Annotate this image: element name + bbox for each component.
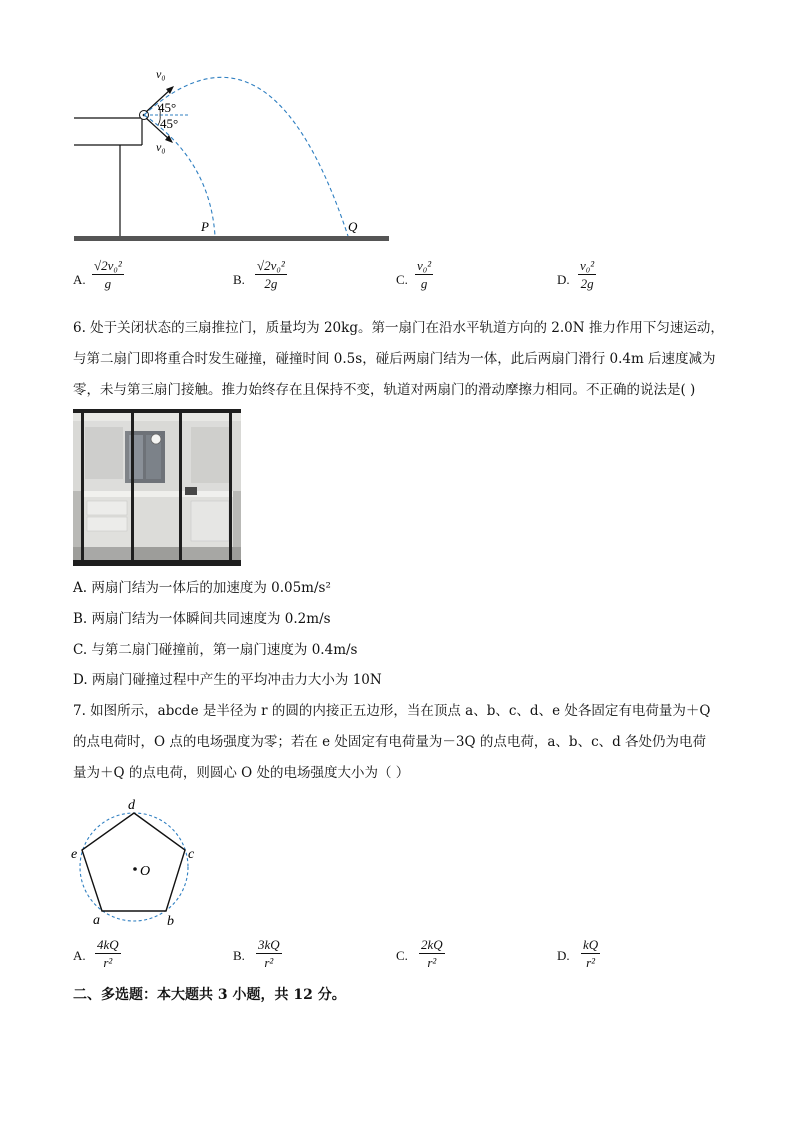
q5-option-b-formula <box>255 258 287 291</box>
point-q-label: Q <box>348 219 358 234</box>
sliding-door-photo <box>73 409 241 566</box>
v0-top-label: v₀ <box>156 67 166 81</box>
q5-option-d-label: D. <box>557 272 570 287</box>
q7-option-b-label: B. <box>233 948 245 963</box>
fraction-denominator: r² <box>264 955 274 970</box>
q7-option-c-label: C. <box>396 948 408 963</box>
q7-stem-line-3: 量为＋Q 的点电荷，则圆心 O 处的电场强度大小为（ ） <box>73 765 410 781</box>
q7-option-d-formula <box>581 937 600 970</box>
fraction-denominator: g <box>104 276 112 291</box>
fraction-denominator: r² <box>427 955 437 970</box>
q5-option-b-label: B. <box>233 272 245 287</box>
q5-option-c-label: C. <box>396 272 408 287</box>
vertex-c-label: c <box>188 847 195 862</box>
fraction-denominator: r² <box>586 955 596 970</box>
center-o-label: O <box>140 864 151 879</box>
q6-stem-line-3: 零，未与第三扇门接触。推力始终存在且保持不变，轨道对两扇门的滑动摩擦力相同。不正确的说法是( ) <box>73 382 696 398</box>
q5-option-d-formula <box>578 258 596 291</box>
q6-option-b: B. 两扇门结为一体瞬间共同速度为 0.2m/s <box>73 611 331 627</box>
q6-option-d: D. 两扇门碰撞过程中产生的平均冲击力大小为 10N <box>73 672 382 688</box>
q7-option-d-label: D. <box>557 948 570 963</box>
vertex-b-label: b <box>167 914 174 928</box>
fraction-numerator: √2v₀² <box>94 258 122 273</box>
q6-option-c: C. 与第二扇门碰撞前，第一扇门速度为 0.4m/s <box>73 642 358 658</box>
fraction-numerator: kQ <box>583 937 599 952</box>
q5-option-c-formula <box>415 258 433 291</box>
section-heading-multiple-choice: 二、多选题：本大题共 3 小题，共 12 分。 <box>73 987 346 1003</box>
fraction-denominator: 2g <box>580 276 594 291</box>
q7-option-c-formula <box>419 937 445 970</box>
q5-option-a-label: A. <box>73 272 86 287</box>
fraction-numerator: 2kQ <box>421 937 443 952</box>
pentagon-figure <box>66 798 206 928</box>
q7-stem-line-2: 的点电荷时，O 点的电场强度为零；若在 e 处固定有电荷量为－3Q 的点电荷，a、b、c、d 各处仍为电荷 <box>73 734 707 750</box>
q7-option-a-formula <box>95 937 121 970</box>
projectile-figure <box>60 60 400 250</box>
q5-option-a-formula <box>92 258 124 291</box>
q7-stem-line-1: 7. 如图所示，abcde 是半径为 r 的圆的内接正五边形，当在顶点 a、b、c、d、e 处各固定有电荷量为＋Q <box>73 703 711 719</box>
v0-bottom-label: v₀ <box>156 140 166 154</box>
q6-stem-line-1: 6. 处于关闭状态的三扇推拉门，质量均为 20kg。第一扇门在沿水平轨道方向的 2.0N 推力作用下匀速运动， <box>73 320 724 336</box>
fraction-denominator: 2g <box>264 276 278 291</box>
q6-stem-line-2: 与第二扇门即将重合时发生碰撞，碰撞时间 0.5s，碰后两扇门结为一体，此后两扇门滑行 0.4m 后速度减为 <box>73 351 716 367</box>
vertex-d-label: d <box>128 798 135 813</box>
fraction-numerator: √2v₀² <box>257 258 285 273</box>
q7-option-b-formula <box>256 937 282 970</box>
q6-option-a: A. 两扇门结为一体后的加速度为 0.05m/s² <box>73 580 331 596</box>
fraction-numerator: 4kQ <box>97 937 119 952</box>
angle-top-label: 45° <box>158 100 177 115</box>
vertex-e-label: e <box>71 847 78 862</box>
fraction-numerator: 3kQ <box>258 937 280 952</box>
fraction-numerator: v₀² <box>580 258 595 273</box>
vertex-a-label: a <box>93 913 100 928</box>
q7-option-a-label: A. <box>73 948 86 963</box>
fraction-denominator: r² <box>103 955 113 970</box>
angle-bottom-label: 45° <box>160 116 179 131</box>
fraction-numerator: v₀² <box>417 258 432 273</box>
point-p-label: P <box>201 219 209 234</box>
fraction-denominator: g <box>420 276 428 291</box>
